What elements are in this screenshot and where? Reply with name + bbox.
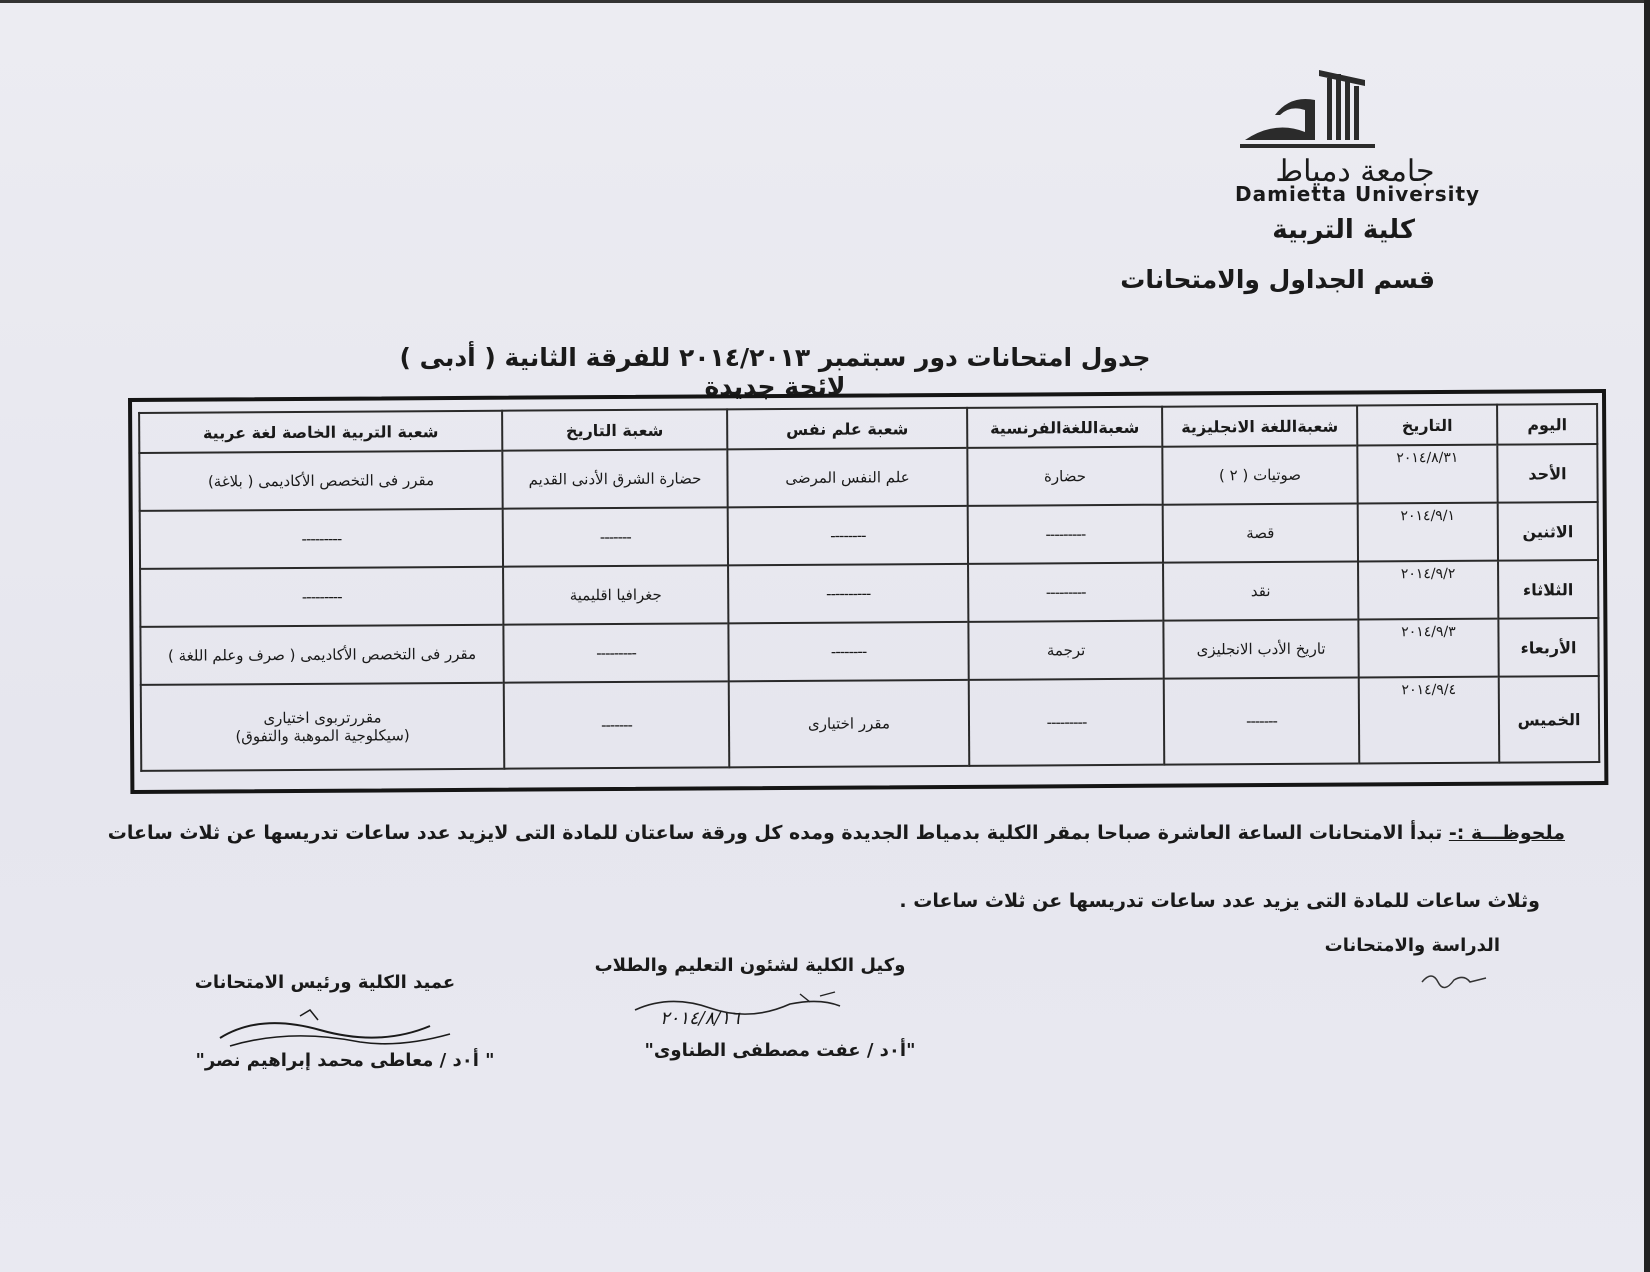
cell-french: حضارة: [967, 447, 1162, 506]
university-logo: [1225, 70, 1495, 210]
cell-english: صوتيات ( ٢ ): [1162, 445, 1357, 504]
initials-signature-icon: [1420, 968, 1490, 990]
table-row: [140, 618, 1598, 685]
cell-english: تاريخ الأدب الانجليزى: [1163, 619, 1358, 678]
cell-special-education: ---------: [140, 567, 503, 627]
table-row: [140, 560, 1598, 627]
studies-exams-signature-title: الدراسة والامتحانات: [1324, 935, 1500, 956]
cell-date: ٢٠١٤/٨/٣١: [1357, 445, 1497, 504]
cell-day: الثلاثاء: [1498, 560, 1598, 619]
special-elective-line1: مقررتربوى اختيارى: [263, 708, 382, 728]
note-text-1: تبدأ الامتحانات الساعة العاشرة صباحا بمقر الكلية بدمياط الجديدة ومده كل ورقة ساعتان للمادة التى لايزيد عدد ساعات تدريسها عن ثلاث ساعات: [107, 822, 1443, 844]
special-elective-line2: (سيكلوجية الموهبة والتفوق): [235, 726, 410, 746]
cell-history: حضارة الشرق الأدنى القديم: [502, 449, 727, 508]
cell-day: الأحد: [1497, 444, 1597, 503]
department-name: قسم الجداول والامتحانات: [1120, 265, 1435, 294]
schedule-title: جدول امتحانات دور سبتمبر ٢٠١٤/٢٠١٣ للفرقة الثانية ( أدبى ): [399, 343, 1151, 372]
cell-history: جغرافيا اقليمية: [503, 565, 728, 624]
cell-day: الأربعاء: [1498, 618, 1598, 677]
cell-date: ٢٠١٤/٩/٣: [1358, 619, 1498, 678]
dean-name: " أ٠د / معاطى محمد إبراهيم نصر": [195, 1050, 495, 1071]
cell-special-education: [141, 683, 505, 771]
schedule-subtitle: لائحة جديدة: [704, 372, 846, 401]
cell-psychology: علم النفس المرضى: [727, 448, 967, 507]
cell-psychology: ----------: [728, 564, 968, 623]
logo-emblem-icon: [1235, 70, 1385, 155]
cell-english: قصة: [1163, 503, 1358, 562]
faculty-name: كلية التربية: [1272, 215, 1415, 245]
header-psychology: شعبة علم نفس: [727, 408, 967, 449]
cell-date: ٢٠١٤/٩/١: [1358, 503, 1498, 562]
cell-french: ترجمة: [968, 621, 1163, 680]
cell-french: ---------: [968, 505, 1163, 564]
cell-day: الاثنين: [1498, 502, 1598, 561]
cell-date: ٢٠١٤/٩/٢: [1358, 561, 1498, 620]
dean-title: عميد الكلية ورئيس الامتحانات: [194, 972, 456, 993]
note-line-2: وثلاث ساعات للمادة التى يزيد عدد ساعات تدريسها عن ثلاث ساعات .: [899, 890, 1540, 912]
vice-dean-title: وكيل الكلية لشئون التعليم والطلاب: [594, 955, 906, 976]
university-name-english: Damietta University: [1235, 182, 1481, 206]
cell-psychology: --------: [728, 622, 968, 681]
header-day: اليوم: [1497, 404, 1597, 445]
cell-history: -------: [504, 681, 730, 768]
cell-english: نقد: [1163, 561, 1358, 620]
cell-special-education: ---------: [140, 509, 503, 569]
header-french: شعبةاللغةالفرنسية: [967, 407, 1162, 448]
header-date: التاريخ: [1357, 405, 1497, 446]
header-history: شعبة التاريخ: [502, 409, 727, 450]
exam-schedule-frame: [128, 389, 1608, 794]
table-row: [140, 502, 1598, 569]
cell-english: -------: [1164, 677, 1360, 764]
scan-edge-top: [0, 0, 1650, 3]
dean-signature-icon: [200, 1008, 460, 1053]
header-special-education: شعبة التربية الخاصة لغة عربية: [139, 411, 502, 453]
cell-psychology: مقرر اختيارى: [729, 680, 970, 767]
cell-day: الخميس: [1499, 676, 1600, 763]
table-row: [141, 676, 1599, 771]
cell-history: -------: [503, 507, 728, 566]
university-name-arabic: جامعة دمياط: [1275, 154, 1435, 189]
table-row: [139, 444, 1597, 511]
cell-french: ---------: [968, 563, 1163, 622]
header-english: شعبةاللغة الانجليزية: [1162, 405, 1357, 446]
note-label: ملحوظـــة :-: [1448, 822, 1565, 844]
cell-special-education: مقرر فى التخصص الأكاديمى ( بلاغة): [139, 451, 502, 511]
vice-dean-signature-date: ٢٠١٤/٨/١٦: [660, 1008, 740, 1029]
exam-schedule-table: [138, 403, 1600, 772]
vice-dean-name: "أ٠د / عفت مصطفى الطناوى": [644, 1040, 916, 1061]
cell-date: ٢٠١٤/٩/٤: [1359, 677, 1500, 764]
cell-psychology: --------: [728, 506, 968, 565]
cell-special-education: مقرر فى التخصص الأكاديمى ( صرف وعلم اللغة ): [140, 625, 503, 685]
scan-edge-right: [1644, 0, 1650, 1272]
note-line-1: [108, 822, 1565, 844]
cell-french: ---------: [969, 679, 1165, 766]
cell-history: ---------: [503, 623, 728, 682]
